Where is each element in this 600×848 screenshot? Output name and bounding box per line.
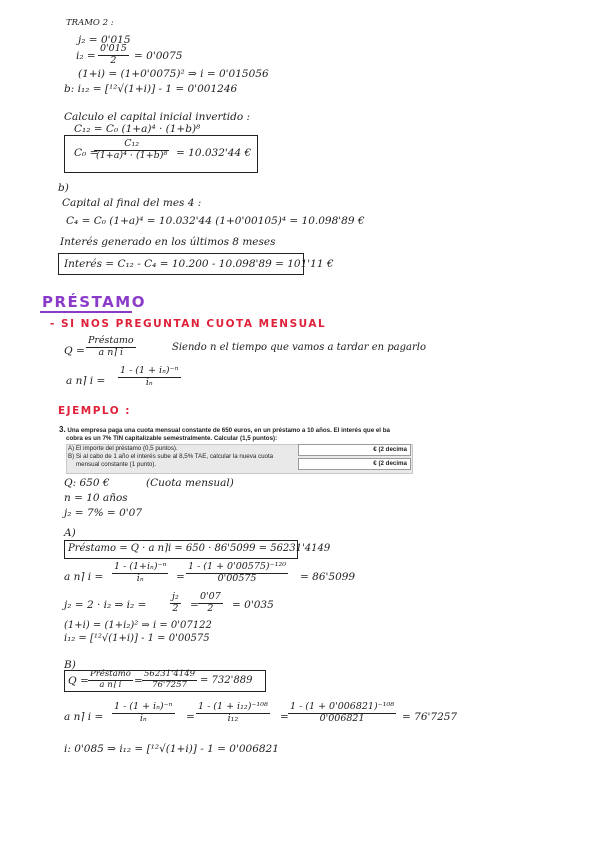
q-note: Siendo n el tiempo que vamos a tardar en pagarlo bbox=[172, 342, 426, 353]
ani-a-eq: = bbox=[176, 571, 185, 583]
i2-rhs: = 0'0075 bbox=[134, 50, 183, 62]
i12-equation: i₁₂ = [¹²√(1+i)] - 1 = 0'00575 bbox=[64, 633, 210, 644]
final-equation: i: 0'085 ⇒ i₁₂ = [¹²√(1+i)] - 1 = 0'006821 bbox=[64, 743, 279, 755]
problem-part-b2: mensual constante (1 punto). bbox=[76, 461, 157, 468]
prestamo-title: PRÉSTAMO bbox=[42, 293, 146, 311]
ani-b-fraction-2: $\frac{\text{1 - (1 + i₁₂)⁻¹⁰⁸}}{\text{i₁₂}}$ bbox=[198, 701, 268, 724]
ani-fraction: $\frac{\text{1 - (1 + iₙ)⁻ⁿ}}{\text{iₙ}}$ bbox=[120, 365, 179, 388]
given-j2: j₂ = 7% = 0'07 bbox=[64, 507, 142, 519]
ani-a-fraction-1: $\frac{\text{1 - (1+iₙ)⁻ⁿ}}{\text{iₙ}}$ bbox=[114, 561, 167, 584]
problem-statement bbox=[59, 425, 411, 435]
capital-heading: Calculo el capital inicial invertido : bbox=[64, 111, 251, 123]
q-fraction: Préstamo a n⌉ i bbox=[88, 335, 134, 358]
given-q-note: (Cuota mensual) bbox=[146, 477, 234, 489]
compound-equation: (1+i) = (1+0'0075)² ⇒ i = 0'015056 bbox=[78, 68, 269, 80]
j2-line: j₂ = 0'015 bbox=[78, 34, 131, 46]
ani-b-lhs: a n⌉ i = bbox=[64, 711, 104, 723]
q-lhs: Q = bbox=[64, 345, 85, 357]
cuota-subtitle: - SI NOS PREGUNTAN CUOTA MENSUAL bbox=[50, 318, 327, 330]
j2-relation-lhs: j₂ = 2 · i₂ ⇒ i₂ = bbox=[64, 599, 147, 611]
c0-rhs: = 10.032'44 € bbox=[176, 147, 252, 159]
tramo-title: TRAMO 2 : bbox=[66, 18, 114, 28]
quota-lhs: Q = bbox=[68, 675, 89, 687]
ani-lhs: a n⌉ i = bbox=[66, 375, 106, 387]
solution-b-label: B) bbox=[64, 659, 76, 671]
ani-b-eq1: = bbox=[186, 711, 195, 723]
quota-rhs: = 732'889 bbox=[200, 675, 253, 686]
c4-equation: C₄ = C₀ (1+a)⁴ = 10.032'44 (1+0'00105)⁴ = 10.098'89 € bbox=[66, 215, 365, 227]
ani-a-lhs: a n⌉ i = bbox=[64, 571, 104, 583]
ani-b-rhs: = 76'7257 bbox=[402, 711, 458, 723]
interest-heading: Interés generado en los últimos 8 meses bbox=[60, 236, 276, 248]
problem-part-b1: B) Si al cabo de 1 año el interés sube al 8,5% TAE, calcular la nueva cuota bbox=[68, 453, 274, 460]
problem-text-line2: cobra es un 7% TIN capitalizable semestralmente. Calcular (1,5 puntos): bbox=[66, 435, 278, 442]
i-equation: (1+i) = (1+i₂)² ⇒ i = 0'07122 bbox=[64, 620, 212, 631]
quota-fraction-1: Préstamo a n⌉ i bbox=[90, 669, 131, 690]
ani-a-fraction-2: $\frac{\text{1 - (1 + 0'00575)⁻¹²⁰}}{0'00575}$ bbox=[188, 561, 287, 584]
problem-text-line1: Una empresa paga una cuota mensual constante de 650 euros, en un préstamo a 10 años. El interés que el ba bbox=[67, 427, 390, 434]
c12-formula: C₁₂ = C₀ (1+a)⁴ · (1+b)⁸ bbox=[74, 123, 201, 135]
part-b-label: b) bbox=[58, 182, 69, 194]
problem-part-a: A) El importe del préstamo (0,5 puntos). bbox=[68, 445, 178, 452]
c0-fraction: $\frac{\text{C₁₂}}{\text{(1+a)⁴ · (1+b)⁸}}$ bbox=[96, 138, 168, 161]
j2-fraction-2: $\frac{0'07}{2}$ bbox=[200, 591, 221, 614]
quota-fraction-2: $\frac{56231'4149}{76'7257}$ bbox=[144, 669, 196, 690]
quota-mid: = bbox=[134, 675, 143, 687]
part-b-heading: Capital al final del mes 4 : bbox=[62, 197, 202, 209]
prestamo-result: Préstamo = Q · a n⌉i = 650 · 86'5099 = 56231'4149 bbox=[68, 543, 331, 554]
ejemplo-title: EJEMPLO : bbox=[58, 405, 131, 417]
interest-equation: Interés = C₁₂ - C₄ = 10.200 - 10.098'89 = 101'11 € bbox=[64, 258, 334, 270]
j2-fraction-1: $\frac{\text{j₂}}{2}$ bbox=[172, 591, 179, 614]
problem-screenshot bbox=[58, 424, 411, 472]
i2-fraction: $\frac{0'015}{2}$ bbox=[100, 43, 127, 66]
c0-lhs: C₀ = bbox=[74, 147, 99, 159]
i2-lhs: i₂ = bbox=[76, 50, 96, 62]
ani-b-fraction-3: $\frac{\text{1 - (1 + 0'006821)⁻¹⁰⁸}}{0'006821}$ bbox=[290, 701, 395, 724]
prestamo-underline bbox=[40, 311, 132, 313]
j2-relation-end: = 0'035 bbox=[232, 599, 274, 611]
answer-input-a[interactable]: € (2 decima bbox=[298, 444, 411, 456]
problem-number: 3. bbox=[59, 425, 66, 434]
answer-input-b[interactable]: € (2 decima bbox=[298, 458, 411, 470]
ani-a-rhs: = 86'5099 bbox=[300, 571, 356, 583]
ani-b-eq2: = bbox=[280, 711, 289, 723]
b-equation: b: i₁₂ = [¹²√(1+i)] - 1 = 0'001246 bbox=[64, 83, 238, 95]
given-q: Q: 650 € bbox=[64, 477, 110, 489]
j2-relation-mid: = bbox=[190, 599, 199, 611]
solution-a-label: A) bbox=[64, 527, 76, 539]
ani-b-fraction-1: $\frac{\text{1 - (1 + iₙ)⁻ⁿ}}{\text{iₙ}}$ bbox=[114, 701, 173, 724]
given-n: n = 10 años bbox=[64, 492, 128, 504]
